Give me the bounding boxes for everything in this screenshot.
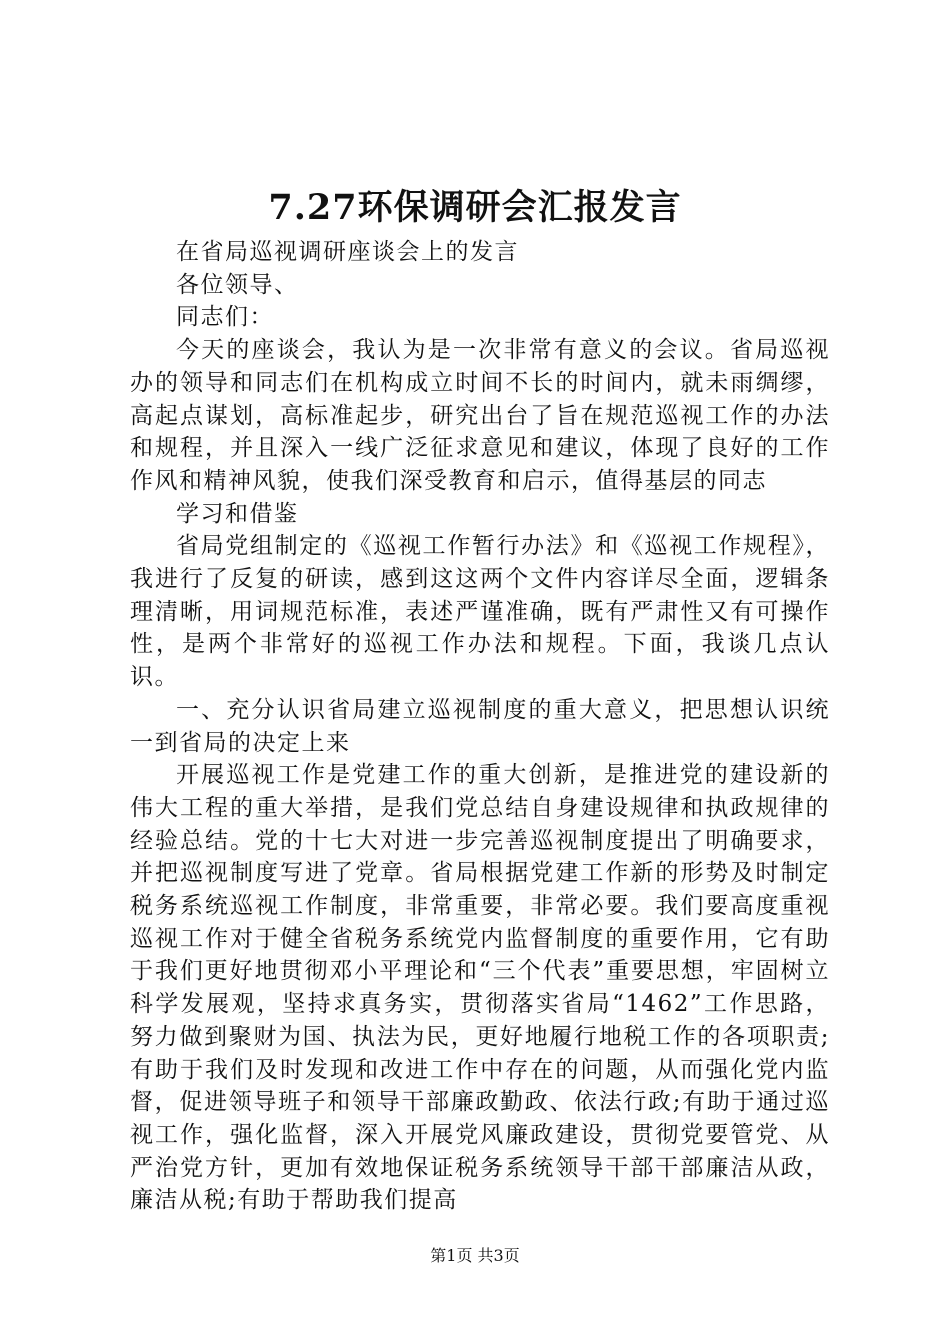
paragraph-learning: 学习和借鉴 xyxy=(176,500,299,527)
paragraph-section-heading-1: 一、充分认识省局建立巡视制度的重大意义，把思想认识统一到省局的决定上来 xyxy=(130,696,830,756)
page-footer: 第1页 共3页 xyxy=(430,1246,520,1265)
paragraph-opening: 今天的座谈会，我认为是一次非常有意义的会议。省局巡视办的领导和同志们在机构成立时间不长的时间内，就未雨绸缪，高起点谋划，高标准起步，研究出台了旨在规范巡视工作的办法和规程，并且深入一线广泛征求意见和建议，体现了良好的工作作风和精神风貌，使我们深受教育和启示，值得基层的同志 xyxy=(130,337,830,494)
paragraph-salutation-comrades: 同志们： xyxy=(176,304,274,331)
paragraph-salutation-leaders: 各位领导、 xyxy=(176,271,299,298)
paragraph-subtitle: 在省局巡视调研座谈会上的发言 xyxy=(176,239,519,265)
document-title: 7.27环保调研会汇报发言 xyxy=(268,187,682,228)
paragraph-inspection-significance: 开展巡视工作是党建工作的重大创新，是推进党的建设新的伟大工程的重大举措，是我们党总结自身建设规律和执政规律的经验总结。党的十七大对进一步完善巡视制度提出了明确要求，并把巡视制度写进了党章。省局根据党建工作新的形势及时制定税务系统巡视工作制度，非常重要，非常必要。我们要高度重视巡视工作对于健全省税务系统党内监督制度的重要作用，它有助于我们更好地贯彻邓小平理论和“三个代表”重要思想，牢固树立科学发展观，坚持求真务实，贯彻落实省局“1462”工作思路，努力做到聚财为国、执法为民，更好地履行地税工作的各项职责;有助于我们及时发现和改进工作中存在的问题，从而强化党内监督，促进领导班子和领导干部廉政勤政、依法行政;有助于通过巡视工作，强化监督，深入开展党风廉政建设，贯彻党要管党、从严治党方针，更加有效地保证税务系统领导干部干部廉洁从政，廉洁从税;有助于帮助我们提高 xyxy=(130,762,830,1214)
document-body xyxy=(130,236,830,1217)
paragraph-documents-review: 省局党组制定的《巡视工作暂行办法》和《巡视工作规程》，我进行了反复的研读，感到这这两个文件内容详尽全面，逻辑条理清晰，用词规范标准，表述严谨准确，既有严肃性又有可操作性，是两个非常好的巡视工作办法和规程。下面，我谈几点认识。 xyxy=(130,533,830,691)
